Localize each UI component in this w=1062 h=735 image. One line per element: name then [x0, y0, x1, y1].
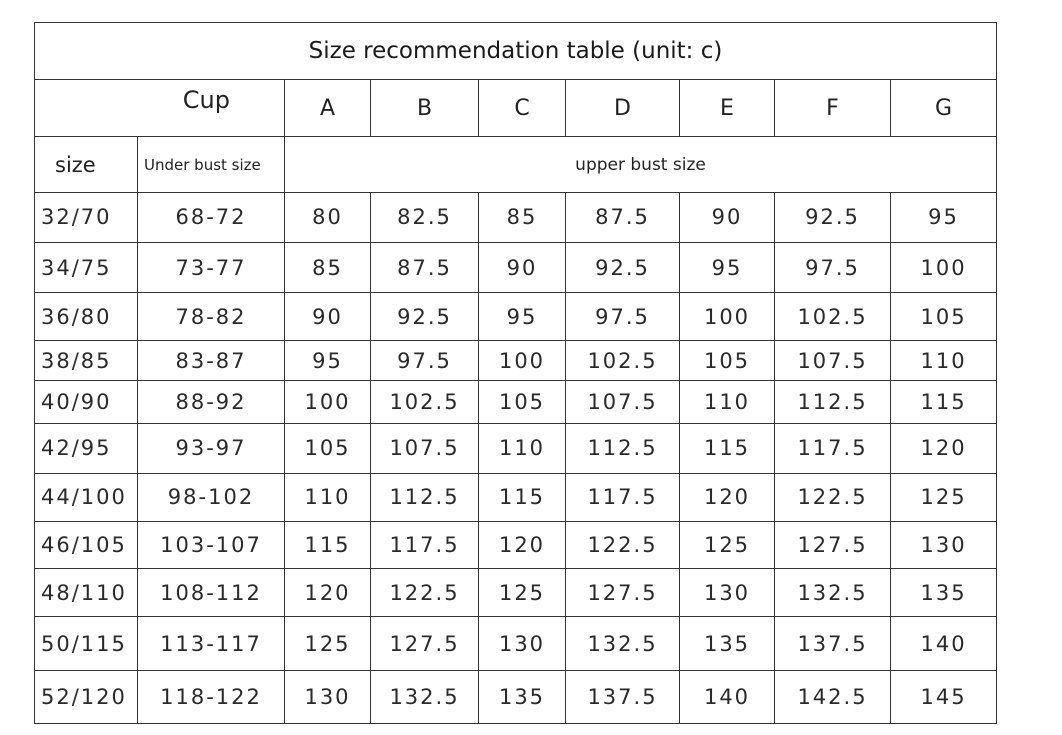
size-cell: 32/70	[35, 192, 138, 242]
upper-bust-cell-e: 130	[680, 569, 775, 617]
table-row	[35, 381, 997, 423]
under-bust-cell: 108-112	[138, 569, 285, 617]
upper-bust-cell-d: 102.5	[566, 341, 680, 381]
size-cell: 52/120	[35, 670, 138, 723]
size-cell: 44/100	[35, 473, 138, 521]
under-bust-label: Under bust size	[138, 137, 285, 192]
cup-header-g: G	[891, 80, 997, 137]
upper-bust-cell-e: 105	[680, 341, 775, 381]
upper-bust-cell-g: 110	[891, 341, 997, 381]
under-bust-cell: 83-87	[138, 341, 285, 381]
table-row	[35, 192, 997, 242]
upper-bust-cell-c: 125	[479, 569, 566, 617]
upper-bust-cell-f: 122.5	[775, 473, 891, 521]
table-row	[35, 423, 997, 473]
upper-bust-cell-d: 137.5	[566, 670, 680, 723]
upper-bust-cell-d: 87.5	[566, 192, 680, 242]
upper-bust-cell-a: 85	[285, 242, 371, 292]
size-recommendation-table	[34, 22, 997, 724]
under-bust-cell: 98-102	[138, 473, 285, 521]
upper-bust-cell-g: 145	[891, 670, 997, 723]
upper-bust-cell-g: 100	[891, 242, 997, 292]
table-row	[35, 569, 997, 617]
under-bust-cell: 118-122	[138, 670, 285, 723]
upper-bust-cell-a: 100	[285, 381, 371, 423]
table-row	[35, 617, 997, 670]
upper-bust-cell-e: 90	[680, 192, 775, 242]
upper-bust-cell-c: 135	[479, 670, 566, 723]
upper-bust-cell-d: 112.5	[566, 423, 680, 473]
upper-bust-cell-e: 95	[680, 242, 775, 292]
upper-bust-cell-f: 97.5	[775, 242, 891, 292]
cup-header-a: A	[285, 80, 371, 137]
cup-header-f: F	[775, 80, 891, 137]
upper-bust-cell-f: 142.5	[775, 670, 891, 723]
under-bust-cell: 93-97	[138, 423, 285, 473]
under-bust-cell: 73-77	[138, 242, 285, 292]
upper-bust-cell-b: 132.5	[371, 670, 479, 723]
upper-bust-cell-g: 105	[891, 293, 997, 341]
upper-bust-cell-e: 115	[680, 423, 775, 473]
upper-bust-cell-d: 107.5	[566, 381, 680, 423]
table-row	[35, 242, 997, 292]
upper-bust-cell-c: 130	[479, 617, 566, 670]
measurement-header-row	[35, 137, 997, 192]
table-row	[35, 293, 997, 341]
table-row	[35, 670, 997, 723]
upper-bust-cell-c: 110	[479, 423, 566, 473]
upper-bust-cell-b: 102.5	[371, 381, 479, 423]
table-row	[35, 473, 997, 521]
upper-bust-cell-g: 125	[891, 473, 997, 521]
cup-header-c: C	[479, 80, 566, 137]
under-bust-cell: 68-72	[138, 192, 285, 242]
upper-bust-cell-f: 92.5	[775, 192, 891, 242]
upper-bust-cell-g: 130	[891, 522, 997, 569]
upper-bust-cell-e: 100	[680, 293, 775, 341]
size-cell: 40/90	[35, 381, 138, 423]
upper-bust-cell-f: 137.5	[775, 617, 891, 670]
upper-bust-cell-b: 87.5	[371, 242, 479, 292]
upper-bust-cell-d: 97.5	[566, 293, 680, 341]
upper-bust-cell-a: 80	[285, 192, 371, 242]
upper-bust-cell-a: 120	[285, 569, 371, 617]
upper-bust-cell-f: 102.5	[775, 293, 891, 341]
table-row	[35, 522, 997, 569]
cup-header-b: B	[371, 80, 479, 137]
cup-header-d: D	[566, 80, 680, 137]
upper-bust-cell-f: 107.5	[775, 341, 891, 381]
upper-bust-cell-a: 125	[285, 617, 371, 670]
size-label: size	[35, 137, 138, 192]
upper-bust-cell-b: 82.5	[371, 192, 479, 242]
upper-bust-cell-c: 85	[479, 192, 566, 242]
upper-bust-cell-e: 110	[680, 381, 775, 423]
size-cell: 46/105	[35, 522, 138, 569]
upper-bust-cell-e: 135	[680, 617, 775, 670]
upper-bust-label: upper bust size	[285, 137, 997, 192]
cup-header-row	[35, 80, 997, 137]
upper-bust-cell-b: 107.5	[371, 423, 479, 473]
upper-bust-cell-a: 95	[285, 341, 371, 381]
upper-bust-cell-a: 130	[285, 670, 371, 723]
upper-bust-cell-b: 97.5	[371, 341, 479, 381]
upper-bust-cell-e: 140	[680, 670, 775, 723]
upper-bust-cell-c: 100	[479, 341, 566, 381]
upper-bust-cell-f: 132.5	[775, 569, 891, 617]
upper-bust-cell-b: 112.5	[371, 473, 479, 521]
upper-bust-cell-c: 95	[479, 293, 566, 341]
size-cell: 48/110	[35, 569, 138, 617]
upper-bust-cell-a: 90	[285, 293, 371, 341]
under-bust-cell: 113-117	[138, 617, 285, 670]
upper-bust-cell-g: 95	[891, 192, 997, 242]
upper-bust-cell-f: 112.5	[775, 381, 891, 423]
upper-bust-cell-d: 127.5	[566, 569, 680, 617]
upper-bust-cell-c: 90	[479, 242, 566, 292]
upper-bust-cell-g: 115	[891, 381, 997, 423]
upper-bust-cell-d: 117.5	[566, 473, 680, 521]
upper-bust-cell-d: 122.5	[566, 522, 680, 569]
upper-bust-cell-b: 92.5	[371, 293, 479, 341]
under-bust-cell: 88-92	[138, 381, 285, 423]
upper-bust-cell-c: 105	[479, 381, 566, 423]
table-row	[35, 341, 997, 381]
upper-bust-cell-a: 105	[285, 423, 371, 473]
upper-bust-cell-c: 115	[479, 473, 566, 521]
size-cell: 36/80	[35, 293, 138, 341]
under-bust-cell: 103-107	[138, 522, 285, 569]
upper-bust-cell-d: 132.5	[566, 617, 680, 670]
size-cell: 50/115	[35, 617, 138, 670]
upper-bust-cell-e: 125	[680, 522, 775, 569]
upper-bust-cell-f: 117.5	[775, 423, 891, 473]
upper-bust-cell-f: 127.5	[775, 522, 891, 569]
size-cell: 42/95	[35, 423, 138, 473]
cup-label: Cup	[35, 80, 285, 137]
upper-bust-cell-g: 140	[891, 617, 997, 670]
cup-header-e: E	[680, 80, 775, 137]
upper-bust-cell-b: 117.5	[371, 522, 479, 569]
upper-bust-cell-e: 120	[680, 473, 775, 521]
upper-bust-cell-b: 127.5	[371, 617, 479, 670]
upper-bust-cell-g: 135	[891, 569, 997, 617]
size-cell: 34/75	[35, 242, 138, 292]
under-bust-cell: 78-82	[138, 293, 285, 341]
upper-bust-cell-b: 122.5	[371, 569, 479, 617]
upper-bust-cell-c: 120	[479, 522, 566, 569]
upper-bust-cell-a: 110	[285, 473, 371, 521]
upper-bust-cell-d: 92.5	[566, 242, 680, 292]
upper-bust-cell-a: 115	[285, 522, 371, 569]
upper-bust-cell-g: 120	[891, 423, 997, 473]
size-cell: 38/85	[35, 341, 138, 381]
table-title: Size recommendation table (unit: c)	[35, 23, 997, 80]
